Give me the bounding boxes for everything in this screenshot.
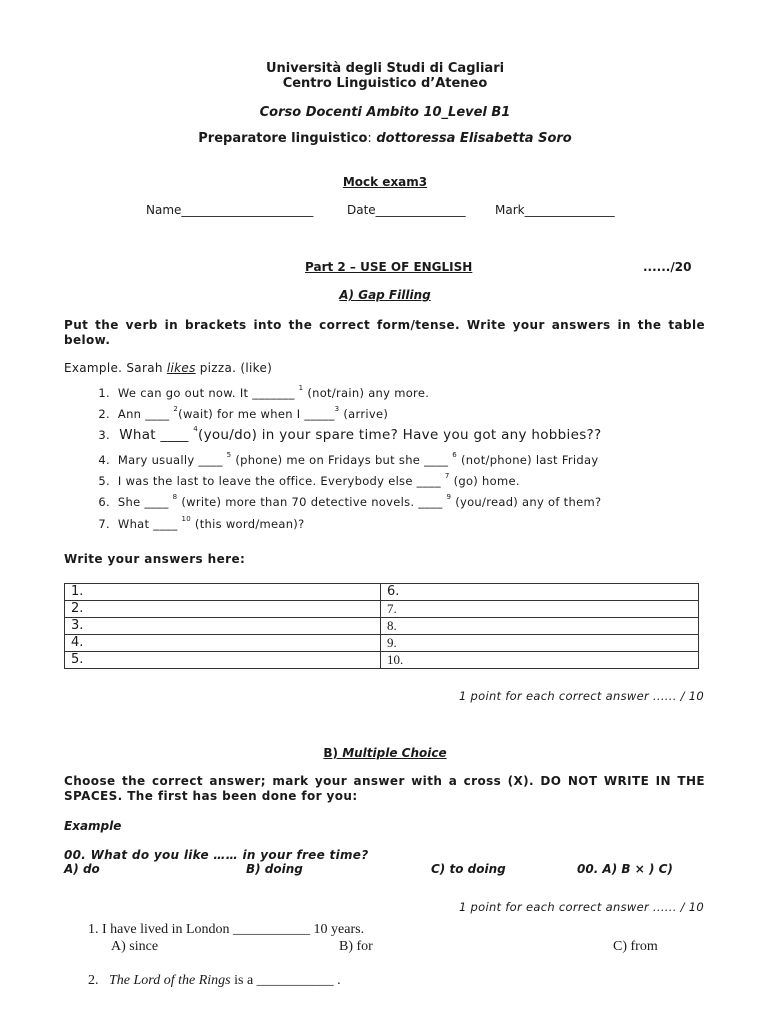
item-sup-1: 8 bbox=[172, 493, 178, 501]
answer-cell[interactable]: 7. bbox=[381, 601, 699, 618]
item-number: 7. bbox=[98, 517, 110, 531]
answer-cell[interactable]: 6. bbox=[381, 584, 699, 601]
item-sup-1: 1 bbox=[298, 384, 304, 392]
item-sup-1: 10 bbox=[181, 515, 191, 523]
item-sup-1: 5 bbox=[226, 451, 232, 459]
gap-item bbox=[64, 427, 601, 443]
item-text-a: Ann ____ bbox=[117, 407, 174, 421]
question-1-option-a[interactable]: A) since bbox=[111, 939, 159, 954]
answer-cell[interactable]: 10. bbox=[381, 652, 699, 669]
section-b-points: 1 point for each correct answer ...... / 10 bbox=[458, 900, 704, 914]
item-number: 2. bbox=[98, 407, 110, 421]
answer-cell[interactable]: 8. bbox=[381, 618, 699, 635]
centre-name: Centro Linguistico d’Ateneo bbox=[282, 76, 488, 91]
question-2-number: 2. bbox=[88, 973, 99, 988]
table-row bbox=[65, 652, 699, 669]
table-row bbox=[65, 635, 699, 652]
section-b-prefix: B) bbox=[323, 746, 343, 760]
item-text-b: (phone) me on Fridays but she ____ bbox=[231, 453, 453, 467]
preparer-line bbox=[0, 131, 770, 146]
preparer-sep: : bbox=[367, 131, 372, 146]
example-question: 00. What do you like …… in your free time? bbox=[64, 848, 369, 862]
item-text-b: (write) more than 70 detective novels. ____ bbox=[177, 495, 447, 509]
item-number: 1. bbox=[98, 386, 110, 400]
example-option-a: A) do bbox=[64, 862, 100, 876]
answers-label: Write your answers here: bbox=[64, 552, 246, 566]
exam-title: Mock exam3 bbox=[342, 175, 428, 189]
section-b-example-label: Example bbox=[64, 819, 122, 833]
question-1: 1. I have lived in London ___________ 10 years. bbox=[88, 922, 365, 937]
item-sup-2: 3 bbox=[334, 405, 340, 413]
gap-item bbox=[64, 495, 601, 509]
answer-cell[interactable]: 2. bbox=[65, 601, 381, 618]
name-field[interactable]: Name______________________ bbox=[146, 203, 314, 217]
item-text-a: She ____ bbox=[117, 495, 173, 509]
item-number: 6. bbox=[98, 495, 110, 509]
answer-cell[interactable]: 1. bbox=[65, 584, 381, 601]
course-title: Corso Docenti Ambito 10_Level B1 bbox=[259, 105, 511, 120]
table-row bbox=[65, 601, 699, 618]
answer-cell[interactable]: 4. bbox=[65, 635, 381, 652]
gap-item bbox=[64, 474, 520, 488]
section-a-instruction: Put the verb in brackets into the correct form/tense. Write your answers in the table below. bbox=[64, 318, 705, 347]
gap-item bbox=[64, 453, 598, 467]
gap-item bbox=[64, 407, 388, 421]
question-2-title: The Lord of the Rings bbox=[109, 973, 231, 988]
preparer-name: dottoressa Elisabetta Soro bbox=[371, 131, 572, 146]
part2-score: ....../20 bbox=[643, 260, 692, 274]
item-text-a: What ____ bbox=[119, 427, 194, 443]
item-text-c: (arrive) bbox=[339, 407, 389, 421]
item-sup-1: 7 bbox=[444, 472, 450, 480]
item-text-a: What ____ bbox=[117, 517, 182, 531]
answer-cell[interactable]: 3. bbox=[65, 618, 381, 635]
part2-title: Part 2 – USE OF ENGLISH bbox=[305, 260, 473, 274]
section-a-example bbox=[64, 361, 272, 375]
section-a-points: 1 point for each correct answer ...... / 10 bbox=[458, 689, 704, 703]
mark-field[interactable]: Mark_______________ bbox=[495, 203, 615, 217]
section-b-instruction: Choose the correct answer; mark your answer with a cross (X). DO NOT WRITE IN THE SPACES. The first has been done for you: bbox=[64, 774, 705, 803]
preparer-label: Preparatore linguistico bbox=[198, 131, 368, 146]
item-text-b: (go) home. bbox=[449, 474, 520, 488]
item-text-a: Mary usually ____ bbox=[117, 453, 227, 467]
date-field[interactable]: Date_______________ bbox=[347, 203, 466, 217]
item-sup-2: 9 bbox=[446, 493, 452, 501]
item-number: 4. bbox=[98, 453, 110, 467]
answer-cell[interactable]: 5. bbox=[65, 652, 381, 669]
item-sup-1: 4 bbox=[193, 425, 199, 433]
example-option-c: C) to doing bbox=[431, 862, 506, 876]
table-row bbox=[65, 584, 699, 601]
gap-item bbox=[64, 517, 305, 531]
item-text-b: (wait) for me when I _____ bbox=[178, 407, 335, 421]
gap-item bbox=[64, 386, 429, 400]
question-1-option-c[interactable]: C) from bbox=[613, 939, 658, 954]
example-answer: 00. A) B × ) C) bbox=[577, 862, 673, 876]
question-1-option-b[interactable]: B) for bbox=[339, 939, 373, 954]
item-text-b: (you/do) in your spare time? Have you got any hobbies?? bbox=[198, 427, 602, 443]
answer-cell[interactable]: 9. bbox=[381, 635, 699, 652]
item-text-b: (this word/mean)? bbox=[190, 517, 305, 531]
university-name: Università degli Studi di Cagliari bbox=[265, 61, 505, 76]
question-2-rest: is a ___________ . bbox=[230, 973, 341, 988]
section-b-main: Multiple Choice bbox=[342, 746, 447, 760]
item-text-c: (not/phone) last Friday bbox=[457, 453, 599, 467]
example-option-b: B) doing bbox=[246, 862, 303, 876]
item-number: 5. bbox=[98, 474, 110, 488]
answers-table bbox=[64, 583, 699, 669]
question-2 bbox=[88, 973, 341, 989]
section-b-title bbox=[0, 746, 770, 760]
item-number: 3. bbox=[98, 428, 110, 442]
item-text-b: (not/rain) any more. bbox=[303, 386, 430, 400]
item-text-a: I was the last to leave the office. Everybody else ____ bbox=[117, 474, 445, 488]
table-row bbox=[65, 618, 699, 635]
item-text-c: (you/read) any of them? bbox=[451, 495, 602, 509]
item-sup-1: 2 bbox=[173, 405, 179, 413]
item-sup-2: 6 bbox=[452, 451, 458, 459]
example-post: pizza. (like) bbox=[195, 361, 273, 375]
example-word: likes bbox=[166, 361, 196, 375]
section-a-title: A) Gap Filling bbox=[339, 288, 431, 302]
example-pre: Example. Sarah bbox=[64, 361, 167, 375]
item-text-a: We can go out now. It _______ bbox=[117, 386, 299, 400]
